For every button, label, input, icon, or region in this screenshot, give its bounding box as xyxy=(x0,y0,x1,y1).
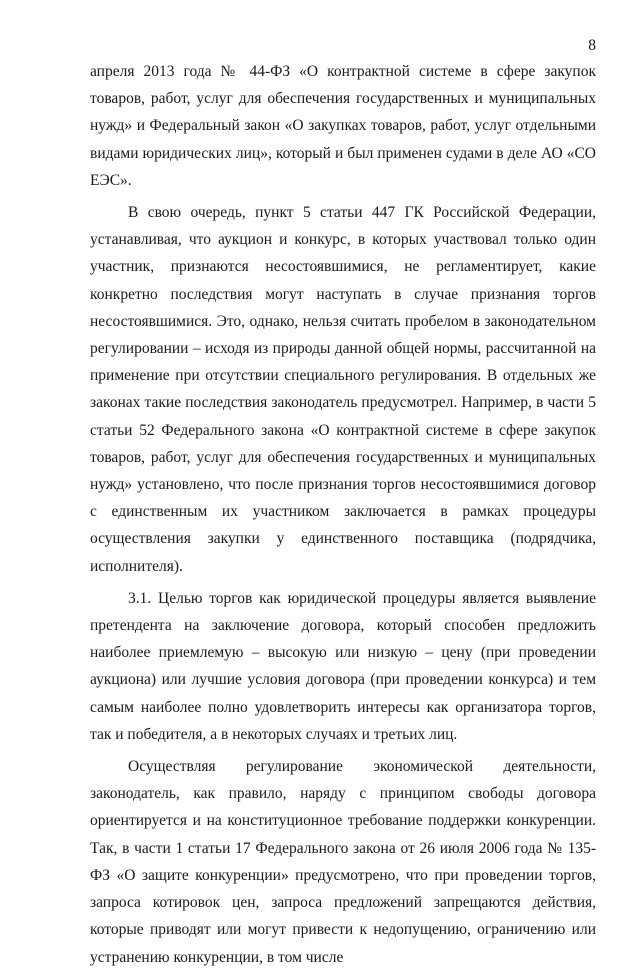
document-body xyxy=(90,58,596,971)
paragraph-1: апреля 2013 года № 44-ФЗ «О контрактной системе в сфере закупок товаров, работ, услуг для обеспечения государственных и муниципальных нужд» и Федеральный закон «О закупках товаров, работ, услуг отдельными видами юридических лиц», который и был применен судами в деле АО «СО ЕЭС». xyxy=(90,63,596,189)
paragraph-4: Осуществляя регулирование экономической деятельности, законодатель, как правило, наряду с принципом свободы договора ориентируется и на конституционное требование поддержки конкуренции. Так, в части 1 статьи 17 Федерального закона от 26 июля 2006 года № 135-ФЗ «О защите конкуренции» предусмотрено, что при проведении торгов, запроса котировок цен, запроса предложений запрещаются действия, которые приводят или могут привести к недопущению, ограничению или устранению конкуренции, в том числе xyxy=(90,758,596,966)
page-number: 8 xyxy=(588,37,596,54)
paragraph-2: В свою очередь, пункт 5 статьи 447 ГК Российской Федерации, устанавливая, что аукцион и конкурс, в которых участвовал только один участник, признаются несостоявшимися, не регламентирует, какие конкретно последствия могут наступать в случае признания торгов несостоявшимися. Это, однако, нельзя считать пробелом в законодательном регулировании – исходя из природы данной общей нормы, рассчитанной на применение при отсутствии специального регулирования. В отдельных же законах такие последствия законодатель предусмотрел. Например, в части 5 статьи 52 Федерального закона «О контрактной системе в сфере закупок товаров, работ, услуг для обеспечения государственных и муниципальных нужд» установлено, что после признания торгов несостоявшимися договор с единственным их участником заключается в рамках процедуры осуществления закупки у единственного поставщика (подрядчика, исполнителя). xyxy=(90,204,596,575)
paragraph-3: 3.1. Целью торгов как юридической процедуры является выявление претендента на заключение договора, который способен предложить наиболее приемлемую – высокую или низкую – цену (при проведении аукциона) или лучшие условия договора (при проведении конкурса) и тем самым наиболее полно удовлетворить интересы как организатора торгов, так и победителя, а в некоторых случаях и третьих лиц. xyxy=(90,589,596,743)
